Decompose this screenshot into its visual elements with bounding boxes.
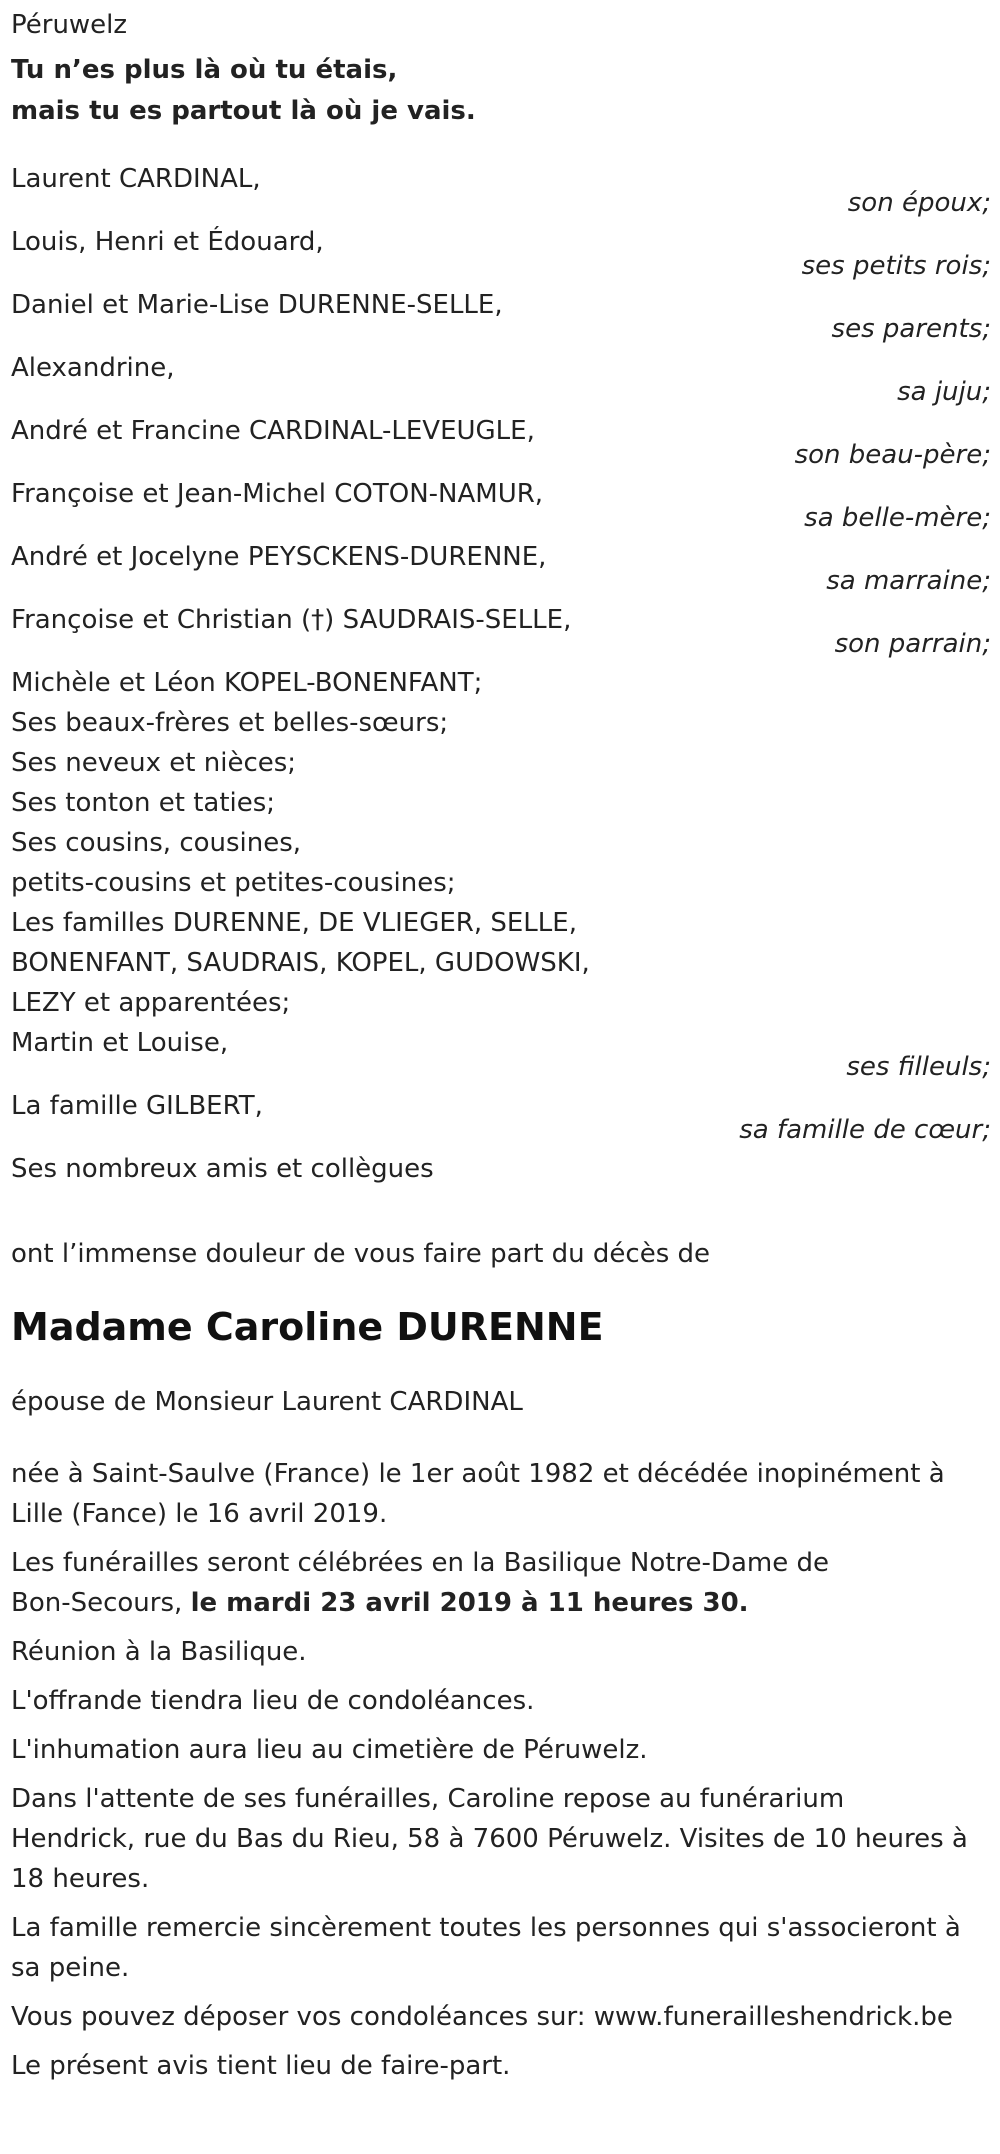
family-member-name: Laurent CARDINAL,	[11, 164, 261, 194]
family-member-role: son parrain;	[834, 629, 991, 659]
funerarium-line-3: 18 heures.	[11, 1864, 150, 1894]
family-member-role: sa marraine;	[826, 566, 991, 596]
family-line: Ses beaux-frères et belles-sœurs;	[11, 708, 449, 738]
family-member-role: son époux;	[847, 188, 991, 218]
funeral-line-1: Les funérailles seront célébrées en la Basilique Notre-Dame de	[11, 1548, 829, 1578]
family-list	[11, 159, 991, 1212]
family-member-name: Alexandrine,	[11, 353, 175, 383]
family-member-role: ses filleuls;	[846, 1052, 991, 1082]
family-line: Ses tonton et taties;	[11, 788, 276, 818]
family-member-name: Françoise et Christian (†) SAUDRAIS-SELLE,	[11, 605, 572, 635]
motto-line-2: mais tu es partout là où je vais.	[11, 96, 476, 126]
offering-paragraph: L'offrande tiendra lieu de condoléances.	[11, 1686, 535, 1716]
family-member-name: Martin et Louise,	[11, 1028, 229, 1058]
family-entry	[11, 474, 991, 537]
obituary-notice	[11, 0, 991, 2086]
funeral-date: le mardi 23 avril 2019 à 11 heures 30.	[190, 1588, 749, 1618]
birth-death-paragraph	[11, 1454, 991, 1534]
funerarium-line-2: Hendrick, rue du Bas du Rieu, 58 à 7600 Péruwelz. Visites de 10 heures à	[11, 1824, 968, 1854]
family-member-role: sa juju;	[897, 377, 991, 407]
spouse-line: épouse de Monsieur Laurent CARDINAL	[11, 1387, 523, 1417]
family-member-role: sa famille de cœur;	[739, 1115, 991, 1145]
motto	[11, 45, 991, 137]
family-entry	[11, 348, 991, 411]
family-member-name: Louis, Henri et Édouard,	[11, 227, 324, 257]
family-entry	[11, 600, 991, 663]
family-entry	[11, 159, 991, 222]
family-line: LEZY et apparentées;	[11, 988, 291, 1018]
family-member-role: sa belle-mère;	[804, 503, 991, 533]
family-member-name: La famille GILBERT,	[11, 1091, 263, 1121]
family-line: Ses cousins, cousines,	[11, 828, 302, 858]
family-entry	[11, 411, 991, 474]
family-member-role: ses parents;	[831, 314, 991, 344]
announcement-intro: ont l’immense douleur de vous faire part du décès de	[11, 1239, 711, 1269]
family-member-role: ses petits rois;	[801, 251, 991, 281]
funeral-location-end: Bon-Secours,	[11, 1588, 191, 1618]
family-entry	[11, 222, 991, 285]
deceased-name: Madame Caroline DURENNE	[11, 1305, 604, 1349]
motto-line-1: Tu n’es plus là où tu étais,	[11, 55, 398, 85]
funeral-paragraph	[11, 1543, 991, 1623]
family-entry	[11, 285, 991, 348]
burial-paragraph: L'inhumation aura lieu au cimetière de Péruwelz.	[11, 1735, 648, 1765]
family-member-name: André et Francine CARDINAL-LEVEUGLE,	[11, 416, 535, 446]
family-entry	[11, 537, 991, 600]
family-line: Les familles DURENNE, DE VLIEGER, SELLE,	[11, 908, 577, 938]
funerarium-line-1: Dans l'attente de ses funérailles, Caroline repose au funérarium	[11, 1784, 845, 1814]
meeting-paragraph: Réunion à la Basilique.	[11, 1637, 307, 1667]
thanks-line-2: sa peine.	[11, 1953, 130, 1983]
family-closing-line: Ses nombreux amis et collègues	[11, 1154, 434, 1184]
thanks-line-1: La famille remercie sincèrement toutes les personnes qui s'associeront à	[11, 1913, 961, 1943]
notice-paragraph: Le présent avis tient lieu de faire-part.	[11, 2051, 511, 2081]
family-member-role: son beau-père;	[794, 440, 991, 470]
funerarium-paragraph	[11, 1779, 991, 1899]
funeral-line-2	[11, 1583, 991, 1623]
town-name: Péruwelz	[11, 10, 128, 40]
family-member-name: Daniel et Marie-Lise DURENNE-SELLE,	[11, 290, 503, 320]
family-line: BONENFANT, SAUDRAIS, KOPEL, GUDOWSKI,	[11, 948, 590, 978]
birth-death-line-2: Lille (Fance) le 16 avril 2019.	[11, 1499, 388, 1529]
family-member-name: André et Jocelyne PEYSCKENS-DURENNE,	[11, 542, 547, 572]
family-member-name: Françoise et Jean-Michel COTON-NAMUR,	[11, 479, 544, 509]
condolences-paragraph: Vous pouvez déposer vos condoléances sur: www.funerailleshendrick.be	[11, 2002, 953, 2032]
birth-death-line-1: née à Saint-Saulve (France) le 1er août 1982 et décédée inopinément à	[11, 1459, 945, 1489]
family-line: Michèle et Léon KOPEL-BONENFANT;	[11, 668, 483, 698]
family-entry	[11, 1023, 991, 1086]
family-line: petits-cousins et petites-cousines;	[11, 868, 456, 898]
thanks-paragraph	[11, 1908, 991, 1988]
family-line: Ses neveux et nièces;	[11, 748, 297, 778]
family-entry	[11, 1086, 991, 1149]
